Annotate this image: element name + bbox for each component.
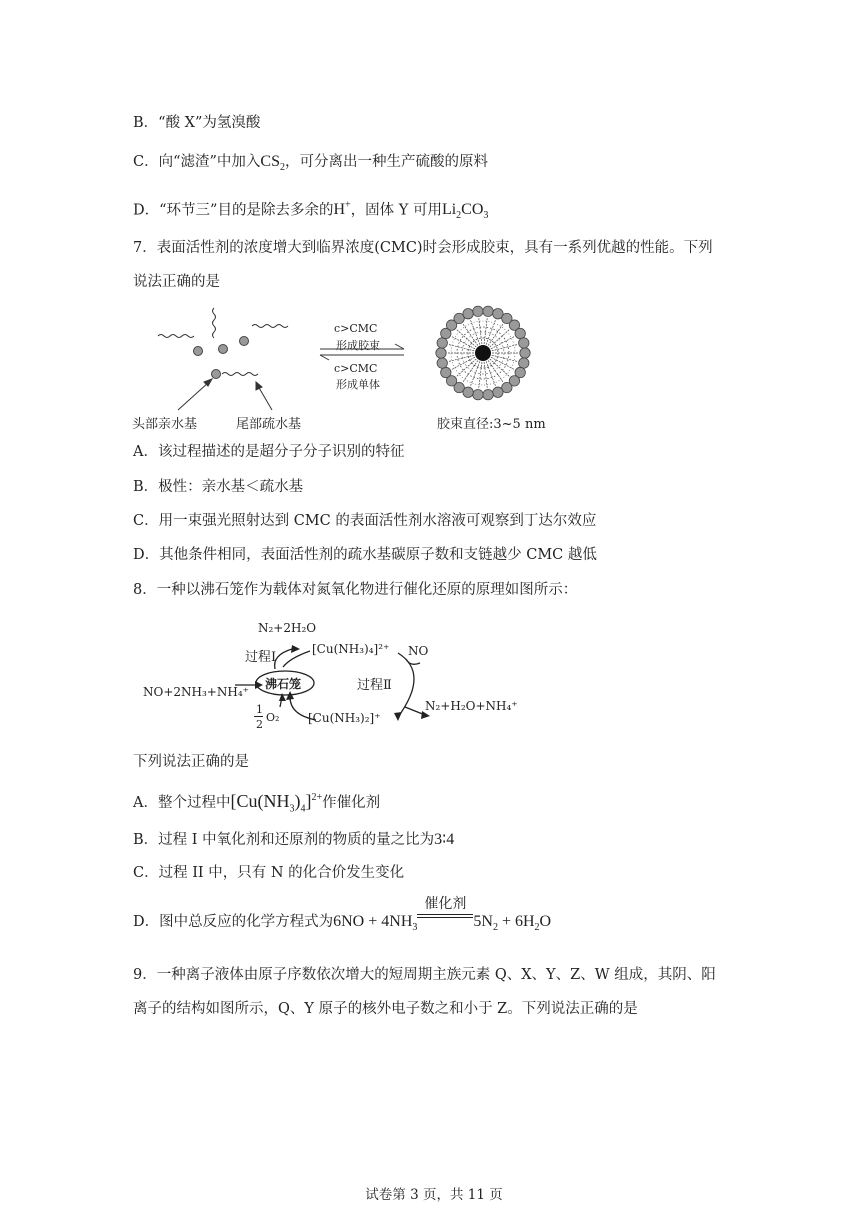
q7-stem-line2: 说法正确的是 xyxy=(133,274,220,290)
reactants-left: NO+2NH₃+NH₄⁺ xyxy=(143,685,249,699)
q8-stem: 8．一种以沸石笼作为载体对氮氧化物进行催化还原的原理如图所示： xyxy=(133,582,578,598)
o2-coefficient-numerator: 1 xyxy=(256,703,263,716)
surfactant-monomers xyxy=(158,308,288,379)
formula-h-plus: H+ xyxy=(333,200,351,219)
q8-option-a-text: A．整个过程中 xyxy=(133,795,231,811)
micelle-head-group xyxy=(437,338,447,348)
arrow-bottom-condition: c>CMC xyxy=(334,362,378,375)
q8-option-d xyxy=(133,896,552,938)
q8-sub-stem: 下列说法正确的是 xyxy=(133,754,249,770)
equation-rhs: $5N_2 + 6H_2O$ xyxy=(473,913,552,934)
micelle-head-group xyxy=(473,389,483,399)
formula-cu-nh3-4-2plus: $[Cu(NH_3)_4]^{2+}$ xyxy=(230,791,323,815)
q6-option-c-text: C．向“滤渣”中加入 xyxy=(133,154,261,170)
micelle-head-group xyxy=(483,306,493,316)
label-process-2: 过程Ⅱ xyxy=(357,678,392,693)
arrow-top-result: 形成胶束 xyxy=(336,339,380,352)
micelle-head-group xyxy=(483,389,493,399)
equation-lhs: $6NO + 4NH_3$ xyxy=(333,913,418,934)
q7-option-d: D．其他条件相同，表面活性剂的疏水基碳原子数和支链越少 CMC 越低 xyxy=(133,547,597,563)
q8-option-d-text: D．图中总反应的化学方程式为 xyxy=(133,914,334,930)
page-footer: 试卷第 3 页，共 11 页 xyxy=(365,1187,503,1203)
ratio-3-4: 3∶4 xyxy=(434,831,455,848)
formula-cs2: $CS_2$ xyxy=(260,153,285,174)
complex-cu-nh3-4: [Cu(NH₃)₄]²⁺ xyxy=(312,642,390,656)
product-n2-h2o: N₂+2H₂O xyxy=(258,621,317,635)
complex-cu-nh3-2: [Cu(NH₃)₂]⁺ xyxy=(308,711,381,725)
micelle-head-group xyxy=(437,358,447,368)
q6-option-d-mid: ，固体 Y 可用 xyxy=(350,202,442,219)
label-arrows xyxy=(178,379,272,410)
q6-option-c xyxy=(133,152,488,178)
micelle-head-group xyxy=(436,348,446,358)
micelle-head-group xyxy=(441,367,451,377)
q6-option-d-text: D．“环节三”目的是除去多余的 xyxy=(133,202,334,219)
o2-fraction-bar xyxy=(254,716,263,717)
q7-option-b: B．极性：亲水基＜疏水基 xyxy=(133,479,304,495)
arrow-bottom-result: 形成单体 xyxy=(336,378,380,391)
micelle-head-group xyxy=(463,309,473,319)
label-hydrophilic-head: 头部亲水基 xyxy=(132,417,198,432)
q8-option-a-tail: 作催化剂 xyxy=(322,795,381,811)
q7-option-a: A．该过程描述的是超分子分子识别的特征 xyxy=(133,444,405,460)
label-process-1: 过程Ⅰ xyxy=(245,650,277,665)
reactant-o2: O₂ xyxy=(266,711,280,724)
q8-option-a xyxy=(133,788,380,820)
q6-option-c-tail: ，可分离出一种生产硫酸的原料 xyxy=(285,154,488,170)
q7-option-c: C．用一束强光照射达到 CMC 的表面活性剂水溶液可观察到丁达尔效应 xyxy=(133,513,597,529)
q8-option-b xyxy=(133,830,454,850)
zeolite-cage: 沸石笼 xyxy=(265,677,302,691)
o2-coefficient-denominator: 2 xyxy=(256,718,263,731)
label-hydrophobic-tail: 尾部疏水基 xyxy=(236,417,302,432)
micelle-head-group xyxy=(515,328,525,338)
q8-option-b-text: B．过程 I 中氧化剂和还原剂的物质的量之比为 xyxy=(133,832,435,848)
reactant-no: NO xyxy=(408,644,429,658)
catalyst-arrow: 催化剂 xyxy=(417,912,473,918)
micelle-head-group xyxy=(519,358,529,368)
micelle xyxy=(436,306,530,400)
micelle-head-group xyxy=(473,306,483,316)
label-micelle-diameter: 胶束直径:3~5 nm xyxy=(437,417,546,432)
q6-option-b: B．“酸 X”为氢溴酸 xyxy=(133,115,261,131)
q9-stem-line2: 离子的结构如图所示，Q、Y 原子的核外电子数之和小于 Z。下列说法正确的是 xyxy=(133,1001,638,1017)
q6-option-d xyxy=(133,196,488,227)
q9-stem-line1: 9．一种离子液体由原子序数依次增大的短周期主族元素 Q、X、Y、Z、W 组成，其阴、阳 xyxy=(133,967,716,983)
micelle-head-group xyxy=(519,338,529,348)
micelle-head-group xyxy=(520,348,530,358)
formula-li2co3: $Li_2CO_3$ xyxy=(441,201,489,222)
products-right: N₂+H₂O+NH₄⁺ xyxy=(425,699,518,713)
micelle-head-group xyxy=(493,387,503,397)
q7-stem-line1: 7．表面活性剂的浓度增大到临界浓度(CMC)时会形成胶束，具有一系列优越的性能。下列 xyxy=(133,240,713,256)
q8-option-c: C．过程 II 中，只有 N 的化合价发生变化 xyxy=(133,865,405,881)
arrow-top-condition: c>CMC xyxy=(334,322,378,335)
